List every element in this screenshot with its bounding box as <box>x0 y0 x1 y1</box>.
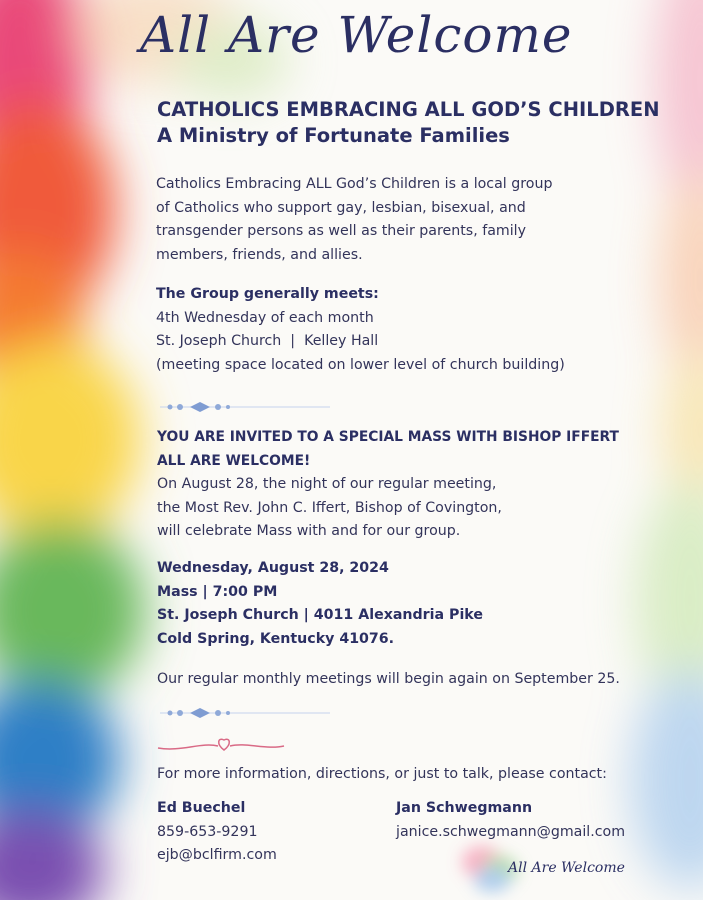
event-time: Mass | 7:00 PM <box>157 583 278 600</box>
contact-email: janice.schwegmann@gmail.com <box>396 823 626 840</box>
title-line-2: A Ministry of Fortunate Families <box>157 124 510 147</box>
contact-name: Jan Schwegmann <box>396 800 533 816</box>
contact-phone: 859-653-9291 <box>157 823 258 840</box>
contact-name: Ed Buechel <box>157 800 246 816</box>
contact-intro: For more information, directions, or just to talk, please contact: <box>157 766 607 782</box>
meetings-location: St. Joseph Church | Kelley Hall <box>156 333 379 349</box>
invitation-subheading: ALL ARE WELCOME! <box>157 452 311 469</box>
event-date: Wednesday, August 28, 2024 <box>157 560 389 576</box>
divider <box>160 400 330 414</box>
footer-logo: All Are Welcome <box>508 860 625 876</box>
invitation-line: the Most Rev. John C. Iffert, Bishop of Covington, <box>157 499 502 516</box>
event-city: Cold Spring, Kentucky 41076. <box>157 630 395 647</box>
contact-email: ejb@bclfirm.com <box>157 847 277 863</box>
intro-line: of Catholics who support gay, lesbian, bisexual, and <box>156 199 526 216</box>
title-line-1: CATHOLICS EMBRACING ALL GOD’S CHILDREN <box>157 98 660 121</box>
divider <box>160 706 330 720</box>
heart-line-icon <box>156 734 286 756</box>
meetings-note: (meeting space located on lower level of church building) <box>156 356 565 373</box>
invitation-heading: YOU ARE INVITED TO A SPECIAL MASS WITH BISHOP IFFERT <box>157 429 619 445</box>
intro-line: Catholics Embracing ALL God’s Children is a local group <box>156 176 553 192</box>
contact-person-1 <box>157 797 277 868</box>
intro-line: members, friends, and allies. <box>156 246 363 263</box>
meetings-section <box>156 283 565 377</box>
invitation-section <box>157 426 619 544</box>
meetings-heading: The Group generally meets: <box>156 286 379 302</box>
contact-person-2 <box>396 797 625 844</box>
intro-paragraph <box>156 173 552 267</box>
resume-note: Our regular monthly meetings will begin again on September 25. <box>157 671 620 687</box>
invitation-line: will celebrate Mass with and for our group. <box>157 523 461 539</box>
page-title <box>157 97 660 149</box>
invitation-line: On August 28, the night of our regular meeting, <box>157 476 497 492</box>
event-place: St. Joseph Church | 4011 Alexandria Pike <box>157 607 483 623</box>
meetings-schedule: 4th Wednesday of each month <box>156 309 374 326</box>
script-title: All Are Welcome <box>140 6 573 64</box>
intro-line: transgender persons as well as their parents, family <box>156 223 526 239</box>
event-details <box>157 557 483 651</box>
